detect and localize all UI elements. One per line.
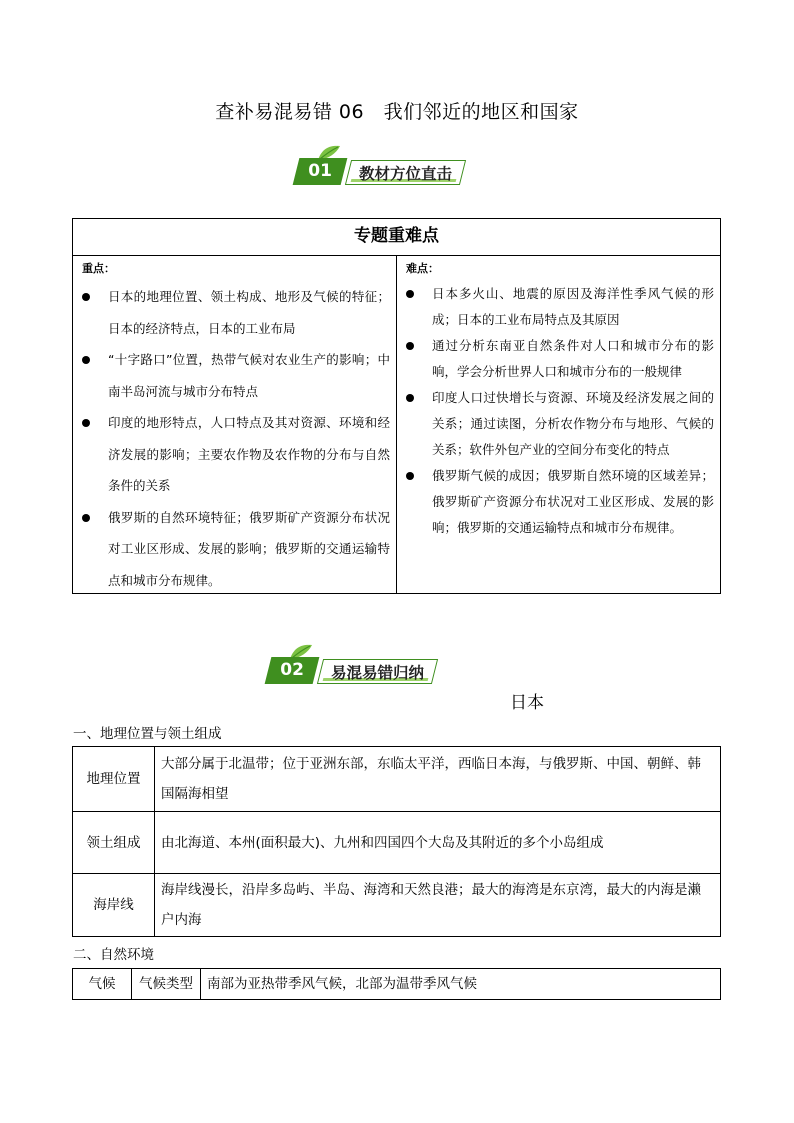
part1-heading: 一、地理位置与领土组成 xyxy=(73,726,222,742)
list-item: 俄罗斯的自然环境特征；俄罗斯矿产资源分布状况对工业区形成、发展的影响；俄罗斯的交通运输特点和城市分布规律。 xyxy=(73,502,390,597)
key-points-header: 专题重难点 xyxy=(73,219,720,256)
bullet-icon xyxy=(406,290,414,298)
key-points-label: 重点： xyxy=(82,262,115,275)
row-label: 海岸线 xyxy=(73,874,155,937)
bullet-icon xyxy=(406,472,414,480)
table-row xyxy=(73,874,721,937)
row-text: 南部为亚热带季风气候，北部为温带季风气候 xyxy=(201,969,721,1000)
section-number-badge: 02 xyxy=(265,657,320,684)
list-item: “十字路口”位置，热带气候对农业生产的影响；中南半岛河流与城市分布特点 xyxy=(73,344,390,407)
list-item: 印度的地形特点，人口特点及其对资源、环境和经济发展的影响；主要农作物及农作物的分布与自然条件的关系 xyxy=(73,407,390,502)
row-text: 海岸线漫长，沿岸多岛屿、半岛、海湾和天然良港；最大的海湾是东京湾，最大的内海是濑户内海 xyxy=(155,874,721,937)
row-sub-label: 气候类型 xyxy=(132,969,201,1000)
bullet-icon xyxy=(82,419,90,427)
bullet-icon xyxy=(82,293,90,301)
list-item: 通过分析东南亚自然条件对人口和城市分布的影响，学会分析世界人口和城市分布的一般规律 xyxy=(397,333,714,385)
row-text: 大部分属于北温带；位于亚洲东部，东临太平洋，西临日本海，与俄罗斯、中国、朝鲜、韩国隔海相望 xyxy=(155,747,721,812)
table-row xyxy=(73,812,721,874)
section-banner-01 xyxy=(296,144,506,188)
difficult-points-label: 难点： xyxy=(406,262,439,275)
difficult-points-column xyxy=(397,255,720,593)
row-text: 由北海道、本州(面积最大)、九州和四国四个大岛及其附近的多个小岛组成 xyxy=(155,812,721,874)
table-row xyxy=(73,747,721,812)
bullet-icon xyxy=(406,394,414,402)
section-number-badge: 01 xyxy=(293,158,348,185)
section-banner-02 xyxy=(268,643,478,687)
list-item: 日本多火山、地震的原因及海洋性季风气候的形成；日本的工业布局特点及其原因 xyxy=(397,281,714,333)
table-row xyxy=(73,969,721,1000)
key-points-list xyxy=(73,281,390,596)
row-label: 气候 xyxy=(73,969,132,1000)
bullet-icon xyxy=(82,356,90,364)
country-heading: 日本 xyxy=(510,693,544,713)
list-item: 印度人口过快增长与资源、环境及经济发展之间的关系；通过读图，分析农作物分布与地形、气候的关系；软件外包产业的空间分布变化的特点 xyxy=(397,385,714,463)
natural-environment-table xyxy=(72,968,721,1000)
list-item: 俄罗斯气候的成因；俄罗斯自然环境的区域差异；俄罗斯矿产资源分布状况对工业区形成、发展的影响；俄罗斯的交通运输特点和城市分布规律。 xyxy=(397,463,714,541)
bullet-icon xyxy=(406,342,414,350)
list-item: 日本的地理位置、领土构成、地形及气候的特征；日本的经济特点，日本的工业布局 xyxy=(73,281,390,344)
key-points-column xyxy=(73,255,397,593)
location-territory-table xyxy=(72,746,721,937)
row-label: 地理位置 xyxy=(73,747,155,812)
row-label: 领土组成 xyxy=(73,812,155,874)
part2-heading: 二、自然环境 xyxy=(73,947,154,963)
section-title: 易混易错归纳 xyxy=(317,659,438,684)
key-points-table xyxy=(72,218,721,594)
section-title: 教材方位直击 xyxy=(345,160,466,185)
difficult-points-list xyxy=(397,281,714,541)
bullet-icon xyxy=(82,514,90,522)
page-title: 查补易混易错 06 我们邻近的地区和国家 xyxy=(215,101,579,123)
